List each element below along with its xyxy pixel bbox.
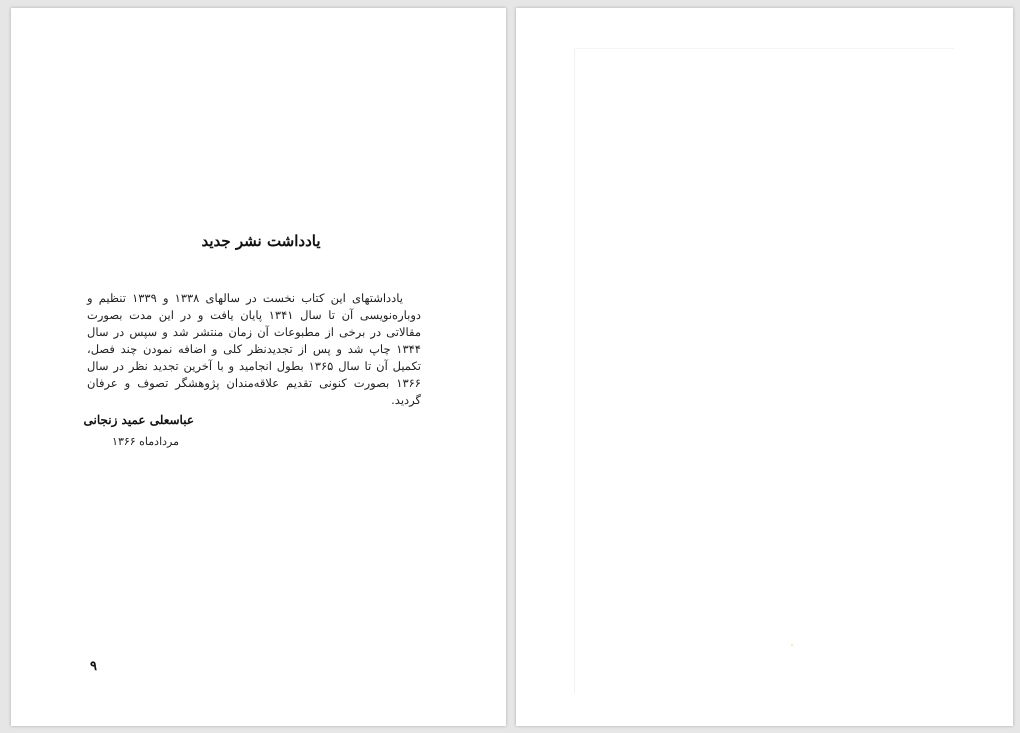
- right-page: [516, 8, 1013, 726]
- signature-date: مردادماه ۱۳۶۶: [112, 435, 179, 448]
- page-title: یادداشت نشر جدید: [201, 232, 321, 250]
- scan-speck: [791, 644, 793, 646]
- left-page: [11, 8, 506, 726]
- body-paragraph: یادداشتهای این کتاب نخست در سالهای ۱۳۳۸ و ۱۳۳۹ تنظیم و دوباره‌نویسی آن تا سال ۱۳۴۱ پایان یافت و در این مدت بصورت مقالاتی در برخی از مطبوعات آن زمان منتشر شد و سپس در سال ۱۳۴۴ چاپ شد و پس از تجدیدنظر کلی و اضافه نمودن چند فصل، تکمیل آن تا سال ۱۳۶۵ بطول انجامید و با آخرین تجدید نظر در سال ۱۳۶۶ بصورت کنونی تقدیم علاقه‌مندان پژوهشگر تصوف و عرفان گردید.: [87, 291, 422, 407]
- author-name: عباسعلی عمید زنجانی: [83, 413, 194, 427]
- scan-top-line: [574, 48, 954, 49]
- page-number: ۹: [90, 659, 97, 674]
- scan-edge-line: [574, 48, 575, 693]
